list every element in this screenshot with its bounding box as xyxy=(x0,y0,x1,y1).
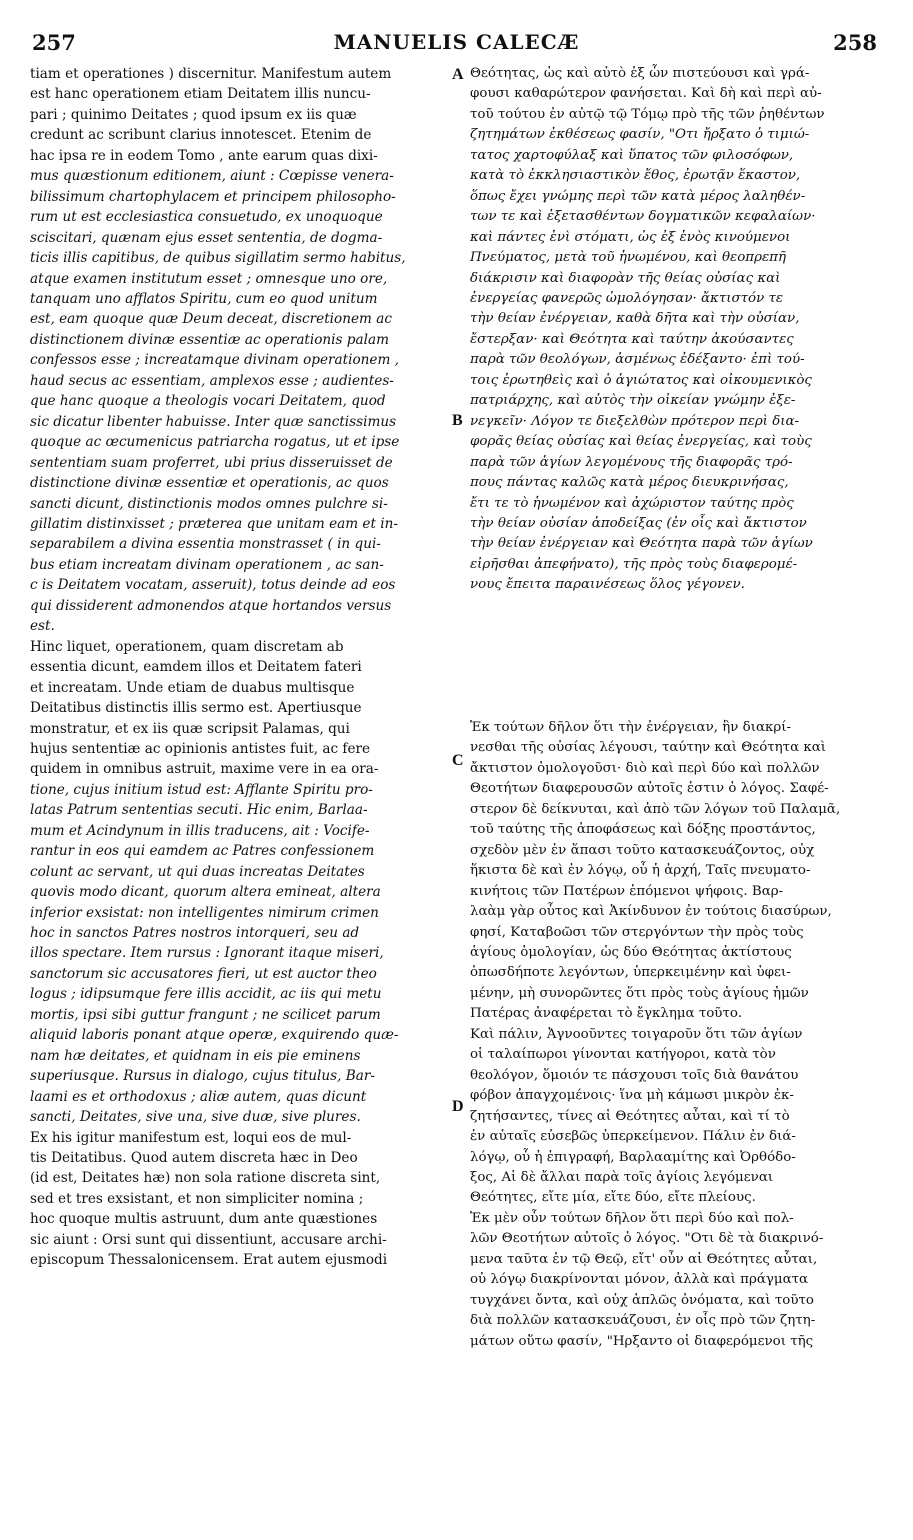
text-line: atque examen institutum esset ; omnesque uno ore, xyxy=(30,270,388,287)
text-line: distinctionem divinæ essentiæ ac operationis palam xyxy=(30,331,389,348)
text-line: bus etiam increatam divinam operationem , ac san- xyxy=(30,556,384,573)
text-line: tanquam uno afflatos Spiritu, cum eo quod unitum xyxy=(30,290,378,307)
latin-column xyxy=(30,64,448,1271)
text-line: των τε καὶ ἐξετασθέντων δογματικῶν κεφαλαίων· xyxy=(470,209,816,225)
text-line: est hanc operationem etiam Deitatem illis nuncu- xyxy=(30,86,371,103)
text-line: sic dicatur libenter habuisse. Inter quæ sanctissimus xyxy=(30,413,397,430)
text-line: σχεδὸν μὲν ἐν ἅπασι τοῦτο κατασκευάζοντος, οὐχ xyxy=(470,842,815,858)
text-line: λόγῳ, οὗ ἡ ἐπιγραφή, Βαρλααμίτης καὶ Ὀρθόδο- xyxy=(470,1149,796,1165)
text-line: sanctorum sic accusatores fieri, ut est auctor theo xyxy=(30,965,377,982)
text-line: ἁγίους ὁμολογίαν, ὡς δύο Θεότητας ἀκτίστους xyxy=(470,944,792,960)
text-line: τοῦ τούτου ἐν αὐτῷ τῷ Τόμῳ πρὸ τῆς τῶν ῥηθέντων xyxy=(470,106,825,122)
text-line: παρὰ τῶν ἁγίων λεγομένους τῆς διαφορᾶς τρό- xyxy=(470,454,793,470)
text-line: Hinc liquet, operationem, quam discretam ab xyxy=(30,638,344,655)
text-line: quidem in omnibus astruit, maxime vere in ea ora- xyxy=(30,761,379,778)
text-line: separabilem a divina essentia monstrasset ( in qui- xyxy=(30,536,381,553)
text-line: et increatam. Unde etiam de duabus multisque xyxy=(30,679,355,696)
text-line: aliquid laboris ponant atque operæ, exquirendo quæ- xyxy=(30,1027,399,1044)
text-line: στερον δὲ δείκνυται, καὶ ἀπὸ τῶν λόγων τοῦ Παλαμᾶ, xyxy=(470,801,841,817)
margin-marker-c: C xyxy=(452,752,464,769)
text-line: episcopum Thessalonicensem. Erat autem ejusmodi xyxy=(30,1252,388,1269)
text-line: κινήτοις τῶν Πατέρων ἑπόμενοι ψήφοις. Βαρ- xyxy=(470,883,784,899)
text-line: sancti dicunt, distinctionis modos omnes pulchre si- xyxy=(30,495,388,512)
text-line: quoque ac œcumenicus patriarcha rogatus, ut et ipse xyxy=(30,434,400,451)
text-line: est. xyxy=(30,618,55,635)
margin-marker-d: D xyxy=(452,1098,464,1115)
text-line: φησί, Καταβοῶσι τῶν στεργόντων τὴν πρὸς τοὺς xyxy=(470,924,804,940)
text-line: tiam et operationes ) discernitur. Manifestum autem xyxy=(30,66,392,82)
text-line: Θεοτήτων διαφερουσῶν αὐτοῖς ἐστιν ὁ λόγος. Σαφέ- xyxy=(470,781,829,797)
text-line: quovis modo dicant, quorum altera emineat, altera xyxy=(30,884,381,901)
margin-marker-a: A xyxy=(452,66,464,83)
text-line: Πατέρας ἀναφέρεται τὸ ἔγκλημα τοῦτο. xyxy=(470,1006,743,1022)
text-line: μάτων οὕτω φασίν, "Ηρξαντο οἱ διαφερόμενοι τῆς xyxy=(470,1333,814,1349)
text-line: νεγκεῖν· Λόγον τε διεξελθὼν πρότερον περὶ δια- xyxy=(470,413,800,429)
text-line: mus quæstionum editionem, aiunt : Cœpisse venera- xyxy=(30,168,394,185)
page-number-left: 257 xyxy=(32,30,76,55)
text-line: τὴν θείαν οὐσίαν ἀποδείξας (ἐν οἷς καὶ ἄκτιστον xyxy=(470,515,807,531)
text-line: οἱ ταλαίπωροι γίνονται κατήγοροι, κατὰ τὸν xyxy=(470,1047,776,1063)
text-line: θεολόγον, ὅμοιόν τε πάσχουσι τοῖς διὰ θανάτου xyxy=(470,1067,799,1083)
text-line: pari ; quinimo Deitates ; quod ipsum ex iis quæ xyxy=(30,106,357,123)
text-line: sic aiunt : Orsi sunt qui dissentiunt, accusare archi- xyxy=(30,1231,387,1248)
text-line: λαὰμ γὰρ οὗτος καὶ Ἀκίνδυνον ἐν τούτοις διασύρων, xyxy=(470,904,832,920)
text-line: inferior exsistat: non intelligentes nimirum crimen xyxy=(30,904,379,921)
text-line: Ex his igitur manifestum est, loqui eos de mul- xyxy=(30,1129,352,1146)
text-line: πατριάρχης, καὶ αὐτὸς τὴν οἰκείαν γνώμην ἐξε- xyxy=(470,393,796,409)
text-line: hoc in sanctos Patres nostros intorqueri, seu ad xyxy=(30,925,360,942)
text-line: tis Deitatibus. Quod autem discreta hæc in Deo xyxy=(30,1150,358,1167)
text-line: hoc quoque multis astruunt, dum ante quæstiones xyxy=(30,1211,378,1228)
text-line: sancti, Deitates, sive una, sive duæ, sive plures. xyxy=(30,1109,361,1126)
text-line: Πνεύματος, μετὰ τοῦ ἡνωμένου, καὶ θεοπρεπῆ xyxy=(470,250,786,266)
text-line: confessos esse ; increatamque divinam operationem , xyxy=(30,352,399,369)
text-line: haud secus ac essentiam, amplexos esse ; audientes- xyxy=(30,372,394,389)
text-line: τυγχάνει ὄντα, καὶ οὐχ ἁπλῶς ὀνόματα, καὶ τοῦτο xyxy=(470,1292,814,1308)
text-line: hujus sententiæ ac opinionis antistes fuit, ac fere xyxy=(30,740,371,757)
text-line: τὴν θείαν ἐνέργειαν καὶ Θεότητα παρὰ τῶν ἁγίων xyxy=(470,536,813,552)
text-line: ἔτι τε τὸ ἡνωμένον καὶ ἀχώριστον ταύτης πρὸς xyxy=(470,495,794,511)
text-line: φουσι καθαρώτερον φανήσεται. Καὶ δὴ καὶ περὶ αὐ- xyxy=(470,86,822,102)
text-line: sciscitari, quænam ejus esset sententia, de dogma- xyxy=(30,229,383,246)
text-line: Θεότητας, ὡς καὶ αὐτὸ ἐξ ὧν πιστεύουσι καὶ γρά- xyxy=(470,66,810,81)
text-line: monstratur, et ex iis quæ scripsit Palamas, qui xyxy=(30,720,350,737)
text-line: bilissimum chartophylacem et principem philosopho- xyxy=(30,188,396,205)
text-line: εἰρῆσθαι ἀπεφήνατο), τῆς πρὸς τοὺς διαφερομέ- xyxy=(470,556,798,572)
text-line: νεσθαι τῆς οὐσίας λέγουσι, ταύτην καὶ Θεότητα καὶ xyxy=(470,740,827,756)
text-line: mortis, ipsi sibi guttur frangunt ; ne scilicet parum xyxy=(30,1006,381,1023)
text-line: nam hæ deitates, et quidnam in eis pie eminens xyxy=(30,1047,361,1064)
text-line: ἐνεργείας φανερῶς ὡμολόγησαν· ἄκτιστόν τε xyxy=(470,290,784,306)
text-line: Θεότητες, εἴτε μία, εἴτε δύο, εἴτε πλείους. xyxy=(470,1190,756,1206)
text-line: est, eam quoque quæ Deum deceat, discretionem ac xyxy=(30,311,392,328)
text-line: μένην, μὴ συνορῶντες ὅτι πρὸς τοὺς ἁγίους ἡμῶν xyxy=(470,985,809,1001)
text-line: essentia dicunt, eamdem illos et Deitatem fateri xyxy=(30,659,362,676)
text-line: διὰ πολλῶν κατασκευάζουσι, ἐν οἷς πρὸ τῶν ζητη- xyxy=(470,1313,816,1329)
text-line: φόβον ἀπαγχομένοις· ἵνα μὴ κάμωσι μικρὸν ἐκ- xyxy=(470,1088,794,1104)
text-line: τοις ἐρωτηθεὶς καὶ ὁ ἁγιώτατος καὶ οἰκουμενικὸς xyxy=(470,372,812,388)
text-line: ξος, Αἱ δὲ ἄλλαι παρὰ τοῖς ἁγίοις λεγόμεναι xyxy=(470,1169,774,1185)
text-line: ὅπως ἔχει γνώμης περὶ τῶν κατὰ μέρος λαληθέν- xyxy=(470,188,806,204)
text-line: ὁπωσδήποτε λεγόντων, ὑπερκειμένην καὶ ὑφει- xyxy=(470,965,791,981)
text-line: colunt ac servant, ut qui duas increatas Deitates xyxy=(30,863,365,880)
text-line: τὴν θείαν ἐνέργειαν, καθὰ δῆτα καὶ τὴν οὐσίαν, xyxy=(470,311,800,327)
greek-column-bottom xyxy=(470,718,885,1352)
text-line: rantur in eos qui eamdem ac Patres confessionem xyxy=(30,843,375,860)
greek-column-top xyxy=(470,64,885,596)
text-line: sententiam suam proferret, ubi prius disseruisset de xyxy=(30,454,393,471)
text-line: ἄκτιστον ὁμολογοῦσι· διὸ καὶ περὶ δύο καὶ πολλῶν xyxy=(470,760,820,776)
margin-marker-b: B xyxy=(452,412,463,429)
text-line: ticis illis capitibus, de quibus sigillatim sermo habitus, xyxy=(30,250,406,267)
text-line: καὶ πάντες ἑνὶ στόματι, ὡς ἐξ ἑνὸς κινούμενοι xyxy=(470,229,791,245)
text-line: qui dissiderent admonendos atque hortandos versus xyxy=(30,597,392,614)
text-line: Ἐκ μὲν οὖν τούτων δῆλον ὅτι περὶ δύο καὶ πολ- xyxy=(470,1210,794,1226)
text-line: πους πάντας καλῶς κατὰ μέρος διευκρινήσας, xyxy=(470,475,789,491)
text-line: distinctione divinæ essentiæ et operationis, ac quos xyxy=(30,475,389,492)
text-line: τατος χαρτοφύλαξ καὶ ὕπατος τῶν φιλοσόφων, xyxy=(470,147,794,163)
text-line: c is Deitatem vocatam, asseruit), totus deinde ad eos xyxy=(30,577,396,594)
text-line: hac ipsa re in eodem Tomo , ante earum quas dixi- xyxy=(30,147,378,164)
text-line: latas Patrum sententias secuti. Hic enim, Barlaa- xyxy=(30,802,368,819)
text-line: credunt ac scribunt clarius innotescet. Etenim de xyxy=(30,127,372,144)
text-line: sed et tres exsistant, et non simpliciter nomina ; xyxy=(30,1190,364,1207)
text-line: παρὰ τῶν θεολόγων, ἀσμένως ἐδέξαντο· ἐπὶ τού- xyxy=(470,352,805,368)
text-line: ἐν αὐταῖς εὐσεβῶς ὑπερκείμενον. Πάλιν ἐν διά- xyxy=(470,1129,796,1145)
text-line: λῶν Θεοτήτων αὐτοῖς ὁ λόγος. "Οτι δὲ τὰ διακρινό- xyxy=(470,1231,824,1247)
text-line: ζητημάτων ἐκθέσεως φασίν, "Οτι ἤρξατο ὁ τιμιώ- xyxy=(470,127,810,143)
text-line: rum ut est ecclesiastica consuetudo, ex unoquoque xyxy=(30,209,383,226)
text-line: ζητήσαντες, τίνες αἱ Θεότητες αὗται, καὶ τί τὸ xyxy=(470,1108,790,1124)
text-line: mum et Acindynum in illis traducens, ait : Vocife- xyxy=(30,822,370,839)
text-line: τοῦ ταύτης τῆς ἀποφάσεως καὶ δόξης προστάντος, xyxy=(470,822,816,838)
text-line: Deitatibus distinctis illis sermo est. Apertiusque xyxy=(30,700,362,717)
text-line: que hanc quoque a theologis vocari Deitatem, quod xyxy=(30,393,386,410)
text-line: Καὶ πάλιν, Ἀγνοοῦντες τοιγαροῦν ὅτι τῶν ἁγίων xyxy=(470,1026,803,1042)
text-line: οὐ λόγῳ διακρίνονται μόνον, ἀλλὰ καὶ πράγματα xyxy=(470,1272,809,1288)
text-line: Ἐκ τούτων δῆλον ὅτι τὴν ἐνέργειαν, ἣν διακρί- xyxy=(470,720,792,735)
text-line: διάκρισιν καὶ διαφορὰν τῆς θείας οὐσίας καὶ xyxy=(470,270,781,286)
text-line: tione, cujus initium istud est: Afflante Spiritu pro- xyxy=(30,781,373,798)
text-line: gillatim distinxisset ; præterea que unitam eam et in- xyxy=(30,515,398,532)
text-line: κατὰ τὸ ἐκκλησιαστικὸν ἔθος, ἐρωτᾷν ἕκαστον, xyxy=(470,168,801,184)
text-line: νους ἔπειτα παραινέσεως ὅλος γέγονεν. xyxy=(470,577,745,593)
text-line: φορᾶς θείας οὐσίας καὶ θείας ἐνεργείας, καὶ τοὺς xyxy=(470,434,812,450)
text-line: ἔστερξαν· καὶ Θεότητα καὶ ταύτην ἀκούσαντες xyxy=(470,331,794,347)
text-line: laami es et orthodoxus ; aliæ autem, quas dicunt xyxy=(30,1088,367,1105)
page-header xyxy=(0,30,913,60)
text-line: (id est, Deitates hæ) non sola ratione discreta sint, xyxy=(30,1170,381,1187)
text-line: superiusque. Rursus in dialogo, cujus titulus, Bar- xyxy=(30,1068,375,1085)
running-title: MANUELIS CALECÆ xyxy=(333,30,580,54)
page-number-right: 258 xyxy=(833,30,877,55)
text-line: ἥκιστα δὲ καὶ ἐν λόγῳ, οὗ ἡ ἀρχή, Ταῖς πνευματο- xyxy=(470,863,811,879)
text-line: μενα ταῦτα ἐν τῷ Θεῷ, εἴτ' οὖν αἱ Θεότητες αὗται, xyxy=(470,1251,818,1267)
text-line: illos spectare. Item rursus : Ignorant itaque miseri, xyxy=(30,945,384,962)
text-line: logus ; idipsumque fere illis accidit, ac iis qui metu xyxy=(30,986,382,1003)
